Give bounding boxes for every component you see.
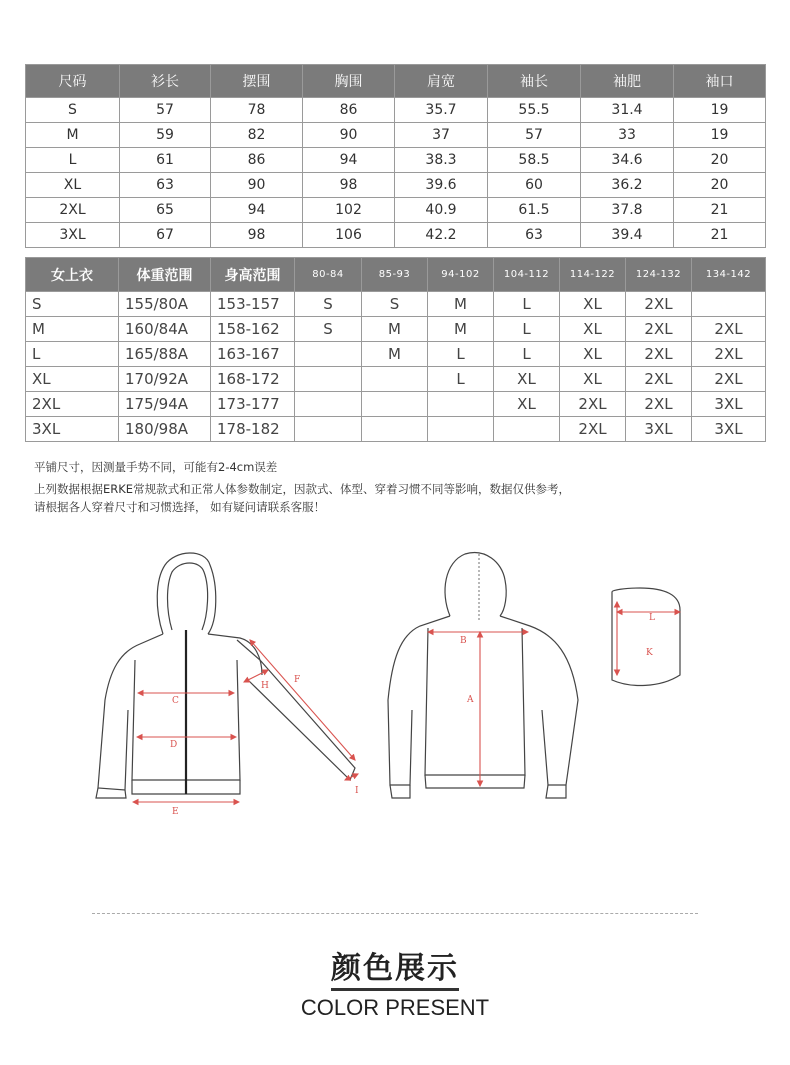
header-cell: 80-84	[295, 258, 362, 292]
table-cell: 21	[674, 198, 766, 223]
table-cell: M	[26, 317, 119, 342]
table-cell: 82	[211, 123, 303, 148]
table-cell: 61	[120, 148, 211, 173]
header-cell: 胸围	[303, 65, 395, 98]
table-cell: 33	[581, 123, 674, 148]
table-cell: M	[26, 123, 120, 148]
section-subtitle: COLOR PRESENT	[300, 995, 490, 1020]
table-cell: L	[494, 342, 560, 367]
table-cell: 40.9	[395, 198, 488, 223]
table-cell: S	[295, 292, 362, 317]
table-cell: S	[362, 292, 428, 317]
header-cell: 袖口	[674, 65, 766, 98]
table-cell: 37	[395, 123, 488, 148]
header-cell: 114-122	[560, 258, 626, 292]
table-cell: 20	[674, 148, 766, 173]
table-cell: XL	[494, 367, 560, 392]
header-cell: 尺码	[26, 65, 120, 98]
label-c: C	[172, 696, 179, 706]
table-cell: 98	[211, 223, 303, 248]
section-divider	[92, 913, 698, 914]
table-cell: 153-157	[211, 292, 295, 317]
table-cell: 94	[211, 198, 303, 223]
table-cell	[494, 417, 560, 442]
table-cell: 2XL	[26, 198, 120, 223]
table-cell: 42.2	[395, 223, 488, 248]
table-cell: 173-177	[211, 392, 295, 417]
label-i: I	[355, 786, 359, 796]
table-cell: 106	[303, 223, 395, 248]
table-row	[26, 417, 766, 442]
jacket-front-outline	[96, 553, 355, 798]
table-row	[26, 367, 766, 392]
table-cell: 57	[488, 123, 581, 148]
table-cell: 39.4	[581, 223, 674, 248]
table-cell: 2XL	[626, 367, 692, 392]
table-cell: 86	[303, 98, 395, 123]
header-cell: 摆围	[211, 65, 303, 98]
table-cell: S	[26, 98, 120, 123]
table-cell	[428, 417, 494, 442]
table-cell: 2XL	[560, 392, 626, 417]
table-cell: XL	[26, 367, 119, 392]
table-cell: 2XL	[626, 392, 692, 417]
table-cell: 94	[303, 148, 395, 173]
table-cell: 3XL	[626, 417, 692, 442]
table-cell: L	[494, 317, 560, 342]
table-cell: 98	[303, 173, 395, 198]
table-cell: 170/92A	[119, 367, 211, 392]
table-cell: 160/84A	[119, 317, 211, 342]
size-table-header	[26, 65, 766, 98]
table-cell: 65	[120, 198, 211, 223]
section-title-text: 颜色展示	[331, 951, 459, 991]
hood-outline	[612, 588, 680, 685]
table-cell: 178-182	[211, 417, 295, 442]
label-h: H	[261, 681, 269, 691]
size-table	[25, 64, 766, 248]
fit-table-header	[26, 258, 766, 292]
table-cell: 2XL	[26, 392, 119, 417]
table-cell: 37.8	[581, 198, 674, 223]
table-cell: 19	[674, 98, 766, 123]
table-row	[26, 392, 766, 417]
table-row	[26, 342, 766, 367]
table-cell: 67	[120, 223, 211, 248]
label-e: E	[172, 807, 179, 817]
table-cell: 63	[120, 173, 211, 198]
header-cell: 女上衣	[26, 258, 119, 292]
table-cell	[295, 417, 362, 442]
table-row	[26, 292, 766, 317]
table-cell: 90	[303, 123, 395, 148]
header-cell: 袖肥	[581, 65, 674, 98]
jacket-back-outline	[388, 553, 578, 798]
table-row	[26, 123, 766, 148]
label-b: B	[460, 636, 467, 646]
table-cell: M	[428, 317, 494, 342]
label-f: F	[294, 675, 301, 685]
table-row	[26, 198, 766, 223]
table-cell: XL	[560, 292, 626, 317]
table-cell: 60	[488, 173, 581, 198]
table-row	[26, 148, 766, 173]
table-cell: 55.5	[488, 98, 581, 123]
table-cell: 34.6	[581, 148, 674, 173]
advice-note: 请根据各人穿着尺寸和习惯选择， 如有疑问请联系客服！	[34, 500, 326, 514]
table-cell: 2XL	[692, 342, 766, 367]
table-cell: 168-172	[211, 367, 295, 392]
table-cell: 2XL	[692, 317, 766, 342]
label-d: D	[170, 740, 178, 750]
label-l: L	[649, 613, 655, 623]
table-row	[26, 173, 766, 198]
table-cell: L	[428, 342, 494, 367]
table-cell: XL	[560, 342, 626, 367]
table-cell: 20	[674, 173, 766, 198]
table-cell	[362, 392, 428, 417]
table-cell: L	[26, 342, 119, 367]
table-cell: 163-167	[211, 342, 295, 367]
header-cell: 85-93	[362, 258, 428, 292]
table-cell: 180/98A	[119, 417, 211, 442]
table-cell	[295, 392, 362, 417]
table-cell: 3XL	[692, 417, 766, 442]
table-cell	[362, 417, 428, 442]
fit-table	[25, 257, 766, 442]
table-cell: 59	[120, 123, 211, 148]
table-cell: 61.5	[488, 198, 581, 223]
header-cell: 124-132	[626, 258, 692, 292]
table-cell: 3XL	[26, 223, 120, 248]
table-cell: 78	[211, 98, 303, 123]
table-cell: S	[295, 317, 362, 342]
table-cell	[692, 292, 766, 317]
table-cell: 2XL	[626, 342, 692, 367]
label-a: A	[467, 695, 474, 705]
table-cell: 158-162	[211, 317, 295, 342]
table-cell: 3XL	[26, 417, 119, 442]
header-cell: 体重范围	[119, 258, 211, 292]
table-row	[26, 223, 766, 248]
table-cell: 63	[488, 223, 581, 248]
table-cell: 3XL	[692, 392, 766, 417]
table-cell: XL	[494, 392, 560, 417]
table-cell	[428, 392, 494, 417]
table-cell: XL	[26, 173, 120, 198]
table-cell: 19	[674, 123, 766, 148]
table-cell: 90	[211, 173, 303, 198]
header-cell: 袖长	[488, 65, 581, 98]
header-cell: 134-142	[692, 258, 766, 292]
table-cell	[362, 367, 428, 392]
back-measure-lines	[428, 632, 528, 786]
table-cell: 57	[120, 98, 211, 123]
front-measure-lines	[133, 640, 358, 802]
table-row	[26, 98, 766, 123]
table-cell: 165/88A	[119, 342, 211, 367]
header-cell: 104-112	[494, 258, 560, 292]
table-cell: L	[428, 367, 494, 392]
table-cell: 102	[303, 198, 395, 223]
table-cell: M	[428, 292, 494, 317]
table-cell: 2XL	[626, 317, 692, 342]
table-cell	[295, 342, 362, 367]
table-cell: 58.5	[488, 148, 581, 173]
table-cell: 36.2	[581, 173, 674, 198]
disclaimer-note: 上列数据根据ERKE常规款式和正常人体参数制定，因款式、体型、穿着习惯不同等影响，数据仅供参考，	[34, 482, 571, 496]
table-cell: 155/80A	[119, 292, 211, 317]
table-cell: 2XL	[692, 367, 766, 392]
back-measure-labels	[460, 636, 474, 705]
table-cell: 21	[674, 223, 766, 248]
table-cell: L	[494, 292, 560, 317]
table-cell: 38.3	[395, 148, 488, 173]
header-cell: 肩宽	[395, 65, 488, 98]
table-cell: L	[26, 148, 120, 173]
header-cell: 94-102	[428, 258, 494, 292]
table-cell: XL	[560, 367, 626, 392]
table-cell: 39.6	[395, 173, 488, 198]
hood-measure-labels	[646, 613, 655, 658]
table-cell	[295, 367, 362, 392]
table-cell: S	[26, 292, 119, 317]
garment-measurement-diagram	[0, 540, 790, 820]
table-cell: 35.7	[395, 98, 488, 123]
label-k: K	[646, 648, 653, 658]
table-cell: M	[362, 342, 428, 367]
table-cell: 86	[211, 148, 303, 173]
header-cell: 衫长	[120, 65, 211, 98]
header-cell: 身高范围	[211, 258, 295, 292]
table-row	[26, 317, 766, 342]
section-title	[0, 943, 790, 987]
table-cell: 175/94A	[119, 392, 211, 417]
table-cell: 2XL	[560, 417, 626, 442]
table-cell: M	[362, 317, 428, 342]
table-cell: 31.4	[581, 98, 674, 123]
table-cell: 2XL	[626, 292, 692, 317]
table-cell: XL	[560, 317, 626, 342]
measurement-note: 平铺尺寸，因测量手势不同，可能有2-4cm误差	[34, 460, 278, 474]
